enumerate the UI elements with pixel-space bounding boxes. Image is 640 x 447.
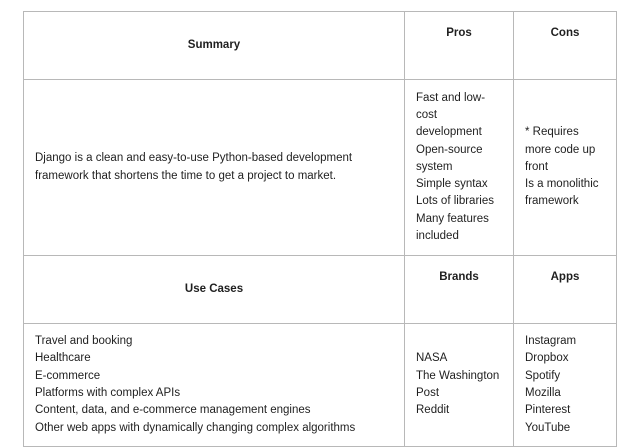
cons-header: Cons <box>514 12 617 80</box>
brand-item: NASA <box>416 352 448 365</box>
app-item: Spotify <box>525 369 561 382</box>
pros-list <box>405 80 514 256</box>
app-item: Mozilla <box>525 387 561 399</box>
pros-item: Simple syntax <box>416 178 488 191</box>
summary-header: Summary <box>24 12 405 80</box>
app-item: Instagram <box>525 335 577 348</box>
cons-list <box>514 80 617 256</box>
pros-header: Pros <box>405 12 514 80</box>
use-case-item: Travel and booking <box>35 335 133 348</box>
use-cases-header: Use Cases <box>24 256 405 324</box>
pros-item: Many features included <box>416 212 489 243</box>
pros-item: Lots of libraries <box>416 195 494 208</box>
apps-header: Apps <box>514 256 617 324</box>
summary-text: Django is a clean and easy-to-use Python-based development framework that shortens the time to get a project to market. <box>24 80 405 256</box>
use-case-item: Other web apps with dynamically changing complex algorithms <box>35 421 356 434</box>
cons-item: Is a monolithic framework <box>525 178 599 208</box>
content-row-bottom <box>24 324 617 447</box>
use-case-item: Platforms with complex APIs <box>35 387 181 399</box>
pros-item: Open-source system <box>416 143 483 173</box>
use-case-item: E-commerce <box>35 369 101 382</box>
app-item: YouTube <box>525 421 571 434</box>
use-cases-list <box>24 324 405 447</box>
content-row-top <box>24 80 617 256</box>
pros-item: Fast and low-cost development <box>416 91 486 139</box>
app-item: Pinterest <box>525 404 571 417</box>
django-summary-table <box>23 11 617 447</box>
cons-item: * Requires more code up front <box>525 126 596 173</box>
brand-item: The Washington Post <box>416 369 500 399</box>
app-item: Dropbox <box>525 352 569 365</box>
header-row-top <box>24 12 617 80</box>
use-case-item: Healthcare <box>35 352 91 365</box>
apps-list <box>514 324 617 447</box>
header-row-bottom <box>24 256 617 324</box>
brands-list <box>405 324 514 447</box>
brand-item: Reddit <box>416 404 450 417</box>
use-case-item: Content, data, and e-commerce management engines <box>35 404 311 417</box>
brands-header: Brands <box>405 256 514 324</box>
